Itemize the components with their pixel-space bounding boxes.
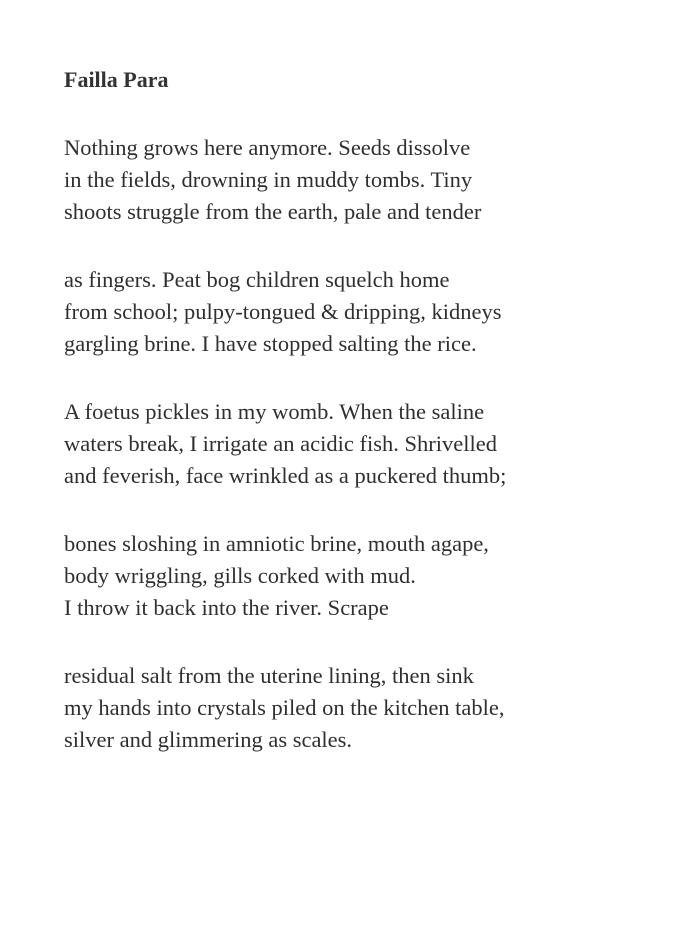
poem-line: bones sloshing in amniotic brine, mouth agape, <box>64 531 489 556</box>
poem-page <box>64 66 664 792</box>
stanza-3 <box>64 396 664 492</box>
stanza-4 <box>64 528 664 624</box>
poem-line: from school; pulpy-tongued & dripping, kidneys <box>64 299 502 324</box>
poem-line: as fingers. Peat bog children squelch home <box>64 267 450 292</box>
poem-title: Failla Para <box>64 67 169 92</box>
stanza-1 <box>64 132 664 228</box>
poem-line: body wriggling, gills corked with mud. <box>64 563 416 588</box>
stanza-5 <box>64 660 664 756</box>
poem-line: gargling brine. I have stopped salting the rice. <box>64 331 477 356</box>
poem-line: shoots struggle from the earth, pale and tender <box>64 199 482 224</box>
poem-line: my hands into crystals piled on the kitchen table, <box>64 695 505 720</box>
poem-line: and feverish, face wrinkled as a puckered thumb; <box>64 463 507 488</box>
poem-line: waters break, I irrigate an acidic fish. Shrivelled <box>64 431 497 456</box>
poem-line: Nothing grows here anymore. Seeds dissolve <box>64 135 471 160</box>
stanza-2 <box>64 264 664 360</box>
poem-line: silver and glimmering as scales. <box>64 727 353 752</box>
poem-line: A foetus pickles in my womb. When the saline <box>64 399 485 424</box>
poem-line: in the fields, drowning in muddy tombs. Tiny <box>64 167 473 192</box>
poem-line: residual salt from the uterine lining, then sink <box>64 663 474 688</box>
poem-line: I throw it back into the river. Scrape <box>64 595 389 620</box>
